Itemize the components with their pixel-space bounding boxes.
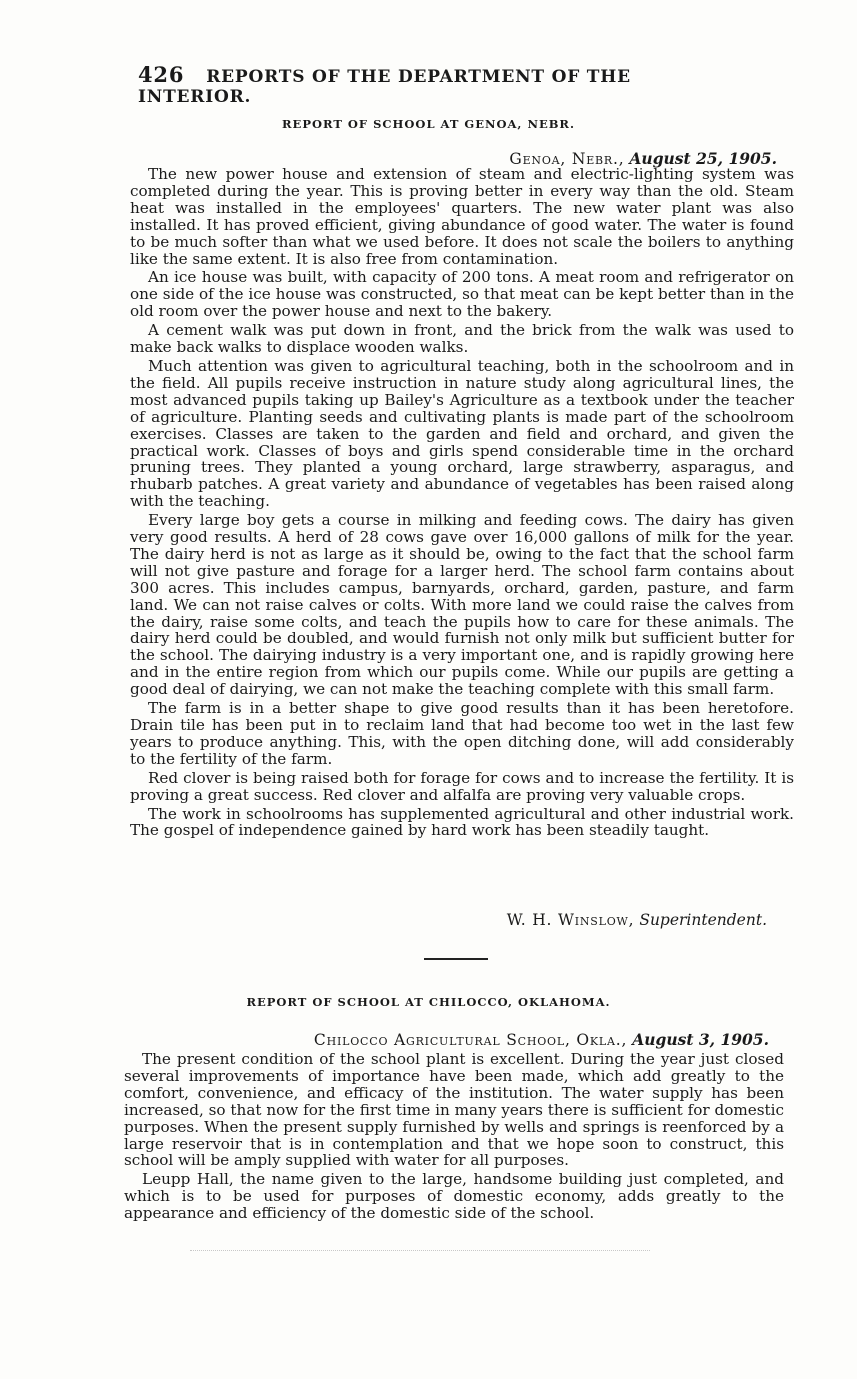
paragraph: Red clover is being raised both for forage for cows and to increase the fertility. It is proving a great success. Red clover and alfalfa are proving very valuable crops.	[130, 768, 794, 804]
paragraph: Much attention was given to agricultural teaching, both in the schoolroom and in the field. All pupils receive instruction in nature study along agricultural lines, the most advanced pupils taking up Bailey's Agriculture as a textbook under the teacher of agriculture. Planting seeds and cultivating plants is made part of the schoolroom exercises. Classes are taken to the garden and field and orchard, and given the practical work. Classes of boys and girls spend considerable time in the orchard pruning trees. They planted a young orchard, large strawberry, asparagus, and rhubarb patches. A great variety and abundance of vegetables has been raised along with the teaching.	[130, 356, 794, 511]
paragraph: Leupp Hall, the name given to the large, handsome building just completed, and which is to be used for purposes of domestic economy, adds greatly to the appearance and efficiency of the domestic side of the school.	[124, 1170, 784, 1223]
genoa-report-heading: REPORT OF SCHOOL AT GENOA, NEBR.	[282, 117, 575, 131]
paragraph: The new power house and extension of steam and electric-lighting system was completed during the year. This is proving better in every way than the old. Steam heat was installed in the employees' quarters. The new water plant was also installed. It has proved efficient, giving abundance of good water. The water is found to be much softer than what we used before. It does not scale the boilers to anything like the same extent. It is also free from contamination.	[130, 165, 794, 268]
paragraph: An ice house was built, with capacity of 200 tons. A meat room and refrigerator on one side of the ice house was constructed, so that meat can be kept better than in the old room over the power house and next to the bakery.	[130, 268, 794, 321]
paragraph: The present condition of the school plant is excellent. During the year just closed several improvements of importance have been made, which add greatly to the comfort, convenience, and efficacy of the institution. The water supply has been increased, so that now for the first time in many years there is sufficient for domestic purposes. When the present supply furnished by wells and springs is reenforced by a large reservoir that is in contemplation and that we hope soon to construct, this school will be amply supplied with water for all purposes.	[124, 1050, 784, 1170]
genoa-report-body	[130, 166, 794, 841]
chilocco-date: August 3, 1905.	[632, 1030, 769, 1049]
page-number: 426	[138, 62, 185, 87]
genoa-date: August 25, 1905.	[629, 149, 777, 168]
paragraph: The work in schoolrooms has supplemented agricultural and other industrial work. The gospel of independence gained by hard work has been steadily taught.	[130, 804, 794, 840]
genoa-signature	[507, 911, 767, 929]
chilocco-report-heading: REPORT OF SCHOOL AT CHILOCCO, OKLAHOMA.	[246, 995, 611, 1009]
chilocco-dateline	[314, 1030, 769, 1049]
paragraph: The farm is in a better shape to give good results than it has been heretofore. Drain tile has been put in to reclaim land that had become too wet in the last few years to produce anything. This, with the open ditching done, will add considerably to the fertility of the farm.	[130, 699, 794, 768]
genoa-place: Genoa, Nebr.,	[509, 150, 625, 168]
signature-title: Superintendent.	[639, 911, 767, 929]
chilocco-report-body	[124, 1051, 784, 1224]
running-title: REPORTS OF THE DEPARTMENT OF THE INTERIOR.	[138, 67, 631, 107]
bleed-through-line	[190, 1250, 650, 1251]
section-divider	[424, 958, 488, 960]
paragraph: A cement walk was put down in front, and the brick from the walk was used to make back walks to displace wooden walks.	[130, 321, 794, 357]
chilocco-place: Chilocco Agricultural School, Okla.,	[313, 1031, 628, 1049]
running-header	[138, 62, 738, 107]
signature-name: W. H. Winslow,	[506, 911, 635, 929]
paragraph: Every large boy gets a course in milking and feeding cows. The dairy has given very good results. A herd of 28 cows gave over 16,000 gallons of milk for the year. The dairy herd is not as large as it should be, owing to the fact that the school farm will not give pasture and forage for a larger herd. The school farm contains about 300 acres. This includes campus, barnyards, orchard, garden, pasture, and farm land. We can not raise calves or colts. With more land we could raise the calves from the dairy, raise some colts, and teach the pupils how to care for these animals. The dairy herd could be doubled, and would furnish not only milk but sufficient butter for the school. The dairying industry is a very important one, and is rapidly growing here and in the entire region from which our pupils come. While our pupils are getting a good deal of dairying, we can not make the teaching complete with this small farm.	[130, 511, 794, 699]
